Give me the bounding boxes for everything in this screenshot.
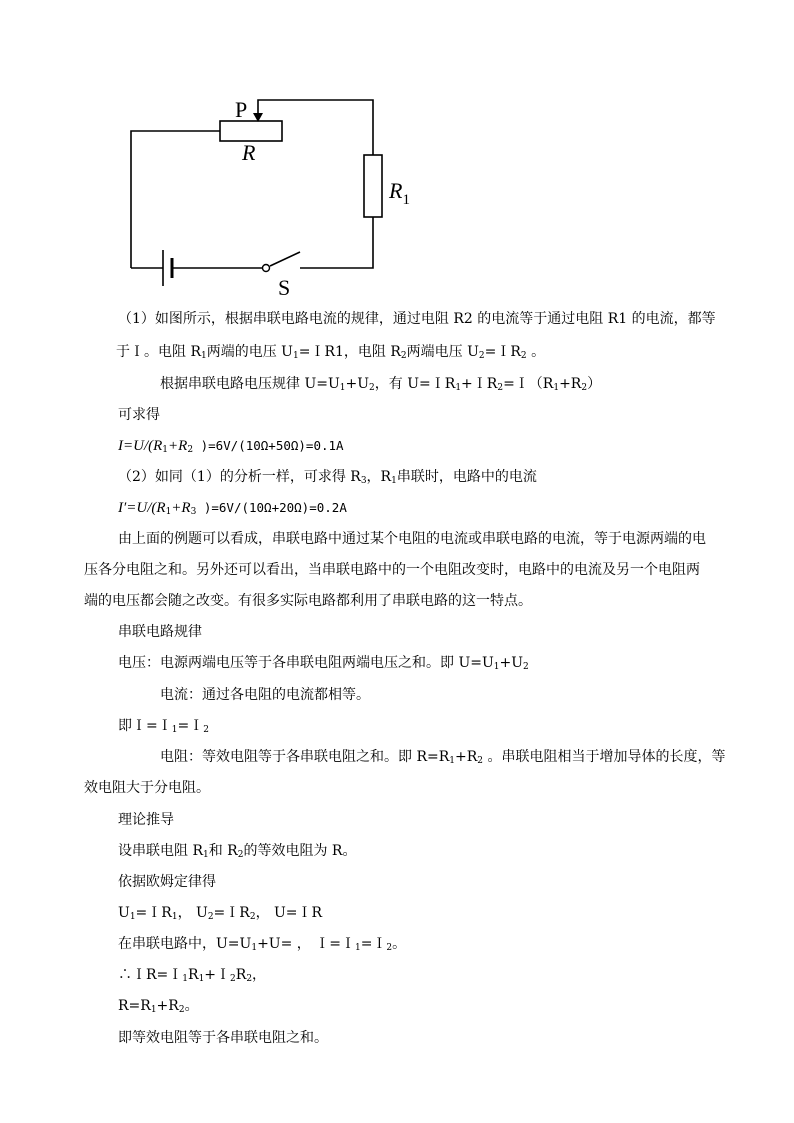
label-s: S [278,275,291,300]
label-r1: $R_1$ [389,178,410,208]
result-line: $R=R_1+R_2$。 [118,998,199,1015]
p1-line1: （1）如图所示，根据串联电路电流的规律，通过电阻 R2 的电流等于通过电阻 R1 的电流，都等 [118,311,716,327]
switch-blade [270,252,300,266]
ohm-eq-line: $U_1=IR_1$， $U_2=IR_2$， U=ＩR [118,905,323,922]
p1-line2: 于Ｉ。电阻 $R_1$两端的电压 $U_1=IR1$，电阻 $R_2$两端电压 $U_2=IR_2$ 。 [116,344,546,361]
setup-line: 设串联电阻 $R_1$和 $R_2$的等效电阻为 R。 [118,843,357,860]
current-eq-line: 即Ｉ=Ｉ$_1$=Ｉ$_2$ [118,718,209,735]
series-eq-line: 在串联电路中，$U=U_1+U=$ ， Ｉ=Ｉ$_1$=Ｉ$_2$。 [118,936,407,953]
p4-line: （2）如同（1）的分析一样，可求得 $R_3$，$R_1$串联时，电路中的电流 [118,469,537,486]
label-r: R [242,140,256,165]
voltage-line: 电压：电源两端电压等于各串联电阻两端电压之和。即 $U=U_1+U_2$ [118,655,529,672]
eq1-line: $I=U/(R_1+R_2$ )=6V/(10Ω+50Ω)=0.1A [118,438,344,455]
theory-title: 理论推导 [118,812,174,828]
p3-line: 可求得 [118,407,160,423]
switch-pivot [263,265,270,272]
resistance-line2: 效电阻大于分电阻。 [84,780,210,796]
conclusion-line: 即等效电阻等于各串联电阻之和。 [118,1030,328,1046]
circuit-diagram [0,0,794,300]
para-line3: 端的电压都会随之改变。有很多实际电路都利用了串联电路的这一特点。 [84,593,532,609]
para-line2: 压各分电阻之和。另外还可以看出，当串联电路中的一个电阻改变时，电路中的电流及另一个电阻两 [84,562,700,578]
wire-right-bottom [300,217,373,268]
ohm-line: 依据欧姆定律得 [118,874,216,890]
current-line: 电流：通过各电阻的电流都相等。 [160,687,370,703]
p2-line: 根据串联电路电压规律 $U=U_1+U_2$，有 $U=IR_1+IR_2=I(R_1+R_2)$ [160,376,602,393]
eq2-line: $I'=U/(R_1+R_3$ )=6V/(10Ω+20Ω)=0.2A [118,500,347,517]
slider-wire [258,100,373,155]
therefore-line: $\therefore IR=I_1R_1+I_2R_2$， [118,967,267,984]
wire-left-top [131,131,220,268]
resistor-r1 [364,155,382,217]
rules-title: 串联电路规律 [118,624,202,640]
rheostat-resistor [220,121,282,141]
resistance-line1: 电阻：等效电阻等于各串联电阻之和。即 $R=R_1+R_2$ 。串联电阻相当于增加导体的长度，等 [160,749,726,766]
label-p: P [235,97,248,122]
para-line1: 由上面的例题可以看成，串联电路中通过某个电阻的电流或串联电路的电流，等于电源两端的电 [118,531,706,547]
